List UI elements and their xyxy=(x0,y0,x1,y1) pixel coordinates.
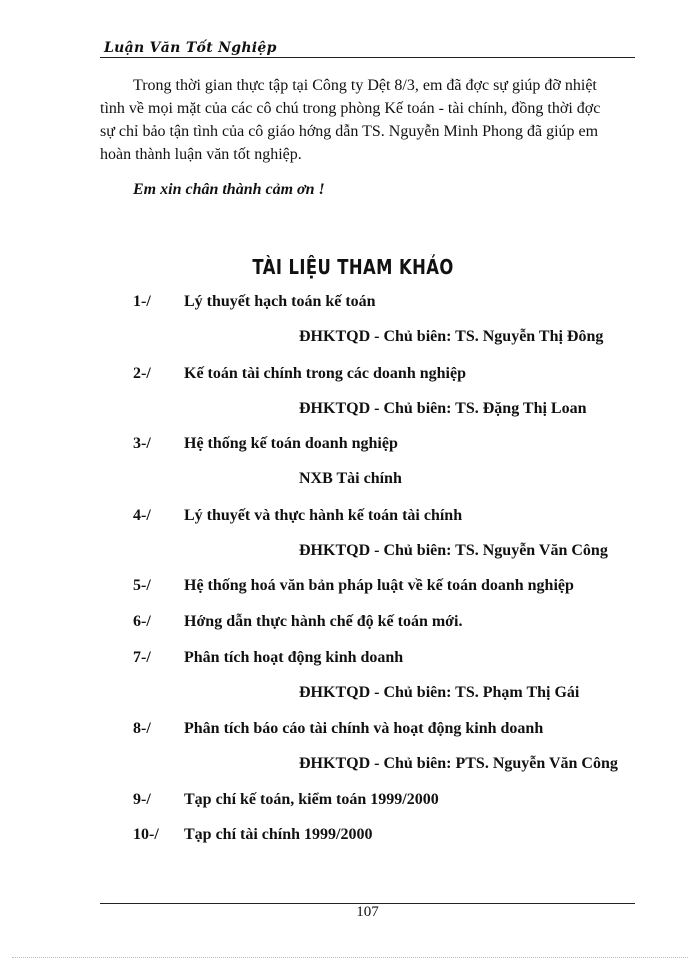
reference-number: 8-/ xyxy=(133,720,151,737)
paragraph-line: tình về mọi mặt của các cô chú trong phòng Kế toán - tài chính, đồng thời đợc xyxy=(100,100,601,117)
thanks-line: Em xin chân thành cảm ơn ! xyxy=(133,181,325,198)
reference-title: Phân tích báo cáo tài chính và hoạt động kinh doanh xyxy=(184,720,544,737)
reference-publisher: ĐHKTQD - Chủ biên: PTS. Nguyễn Văn Công xyxy=(299,755,618,772)
reference-number: 5-/ xyxy=(133,577,151,594)
paragraph-line: Trong thời gian thực tập tại Công ty Dệt 8/3, em đã đợc sự giúp đỡ nhiệt xyxy=(133,77,597,94)
reference-publisher: NXB Tài chính xyxy=(299,470,402,487)
paragraph-line: hoàn thành luận văn tốt nghiệp. xyxy=(100,146,302,163)
page-number: 107 xyxy=(356,904,379,920)
paragraph-line: sự chỉ bảo tận tình của cô giáo hớng dẫn TS. Nguyễn Minh Phong đã giúp em xyxy=(100,123,599,140)
reference-publisher: ĐHKTQD - Chủ biên: TS. Phạm Thị Gái xyxy=(299,684,580,701)
reference-number: 3-/ xyxy=(133,435,151,452)
reference-title: Lý thuyết và thực hành kế toán tài chính xyxy=(184,507,463,524)
references-title: TÀI LIỆU THAM KHẢO xyxy=(252,255,454,279)
reference-publisher: ĐHKTQD - Chủ biên: TS. Nguyễn Văn Công xyxy=(299,542,608,559)
page-bottom-border xyxy=(12,957,688,958)
reference-number: 2-/ xyxy=(133,365,151,382)
reference-title: Hệ thống hoá văn bản pháp luật về kế toán doanh nghiệp xyxy=(184,577,574,594)
acknowledgement-paragraph xyxy=(100,74,635,166)
reference-publisher: ĐHKTQD - Chủ biên: TS. Đặng Thị Loan xyxy=(299,400,587,417)
reference-title: Kế toán tài chính trong các doanh nghiệp xyxy=(184,365,466,382)
reference-number: 6-/ xyxy=(133,613,151,630)
reference-title: Lý thuyết hạch toán kế toán xyxy=(184,293,376,310)
reference-number: 7-/ xyxy=(133,649,151,666)
reference-number: 9-/ xyxy=(133,791,151,808)
reference-title: Phân tích hoạt động kinh doanh xyxy=(184,649,404,666)
reference-title: Hớng dẫn thực hành chế độ kế toán mới. xyxy=(184,613,463,630)
running-header: Luận Văn Tốt Nghiệp xyxy=(104,40,277,56)
header-rule xyxy=(100,57,635,58)
reference-number: 10-/ xyxy=(133,826,159,843)
reference-number: 1-/ xyxy=(133,293,151,310)
reference-publisher: ĐHKTQD - Chủ biên: TS. Nguyễn Thị Đông xyxy=(299,328,604,345)
reference-title: Tạp chí kế toán, kiểm toán 1999/2000 xyxy=(184,791,439,808)
reference-title: Tạp chí tài chính 1999/2000 xyxy=(184,826,373,843)
reference-title: Hệ thống kế toán doanh nghiệp xyxy=(184,435,398,452)
reference-number: 4-/ xyxy=(133,507,151,524)
